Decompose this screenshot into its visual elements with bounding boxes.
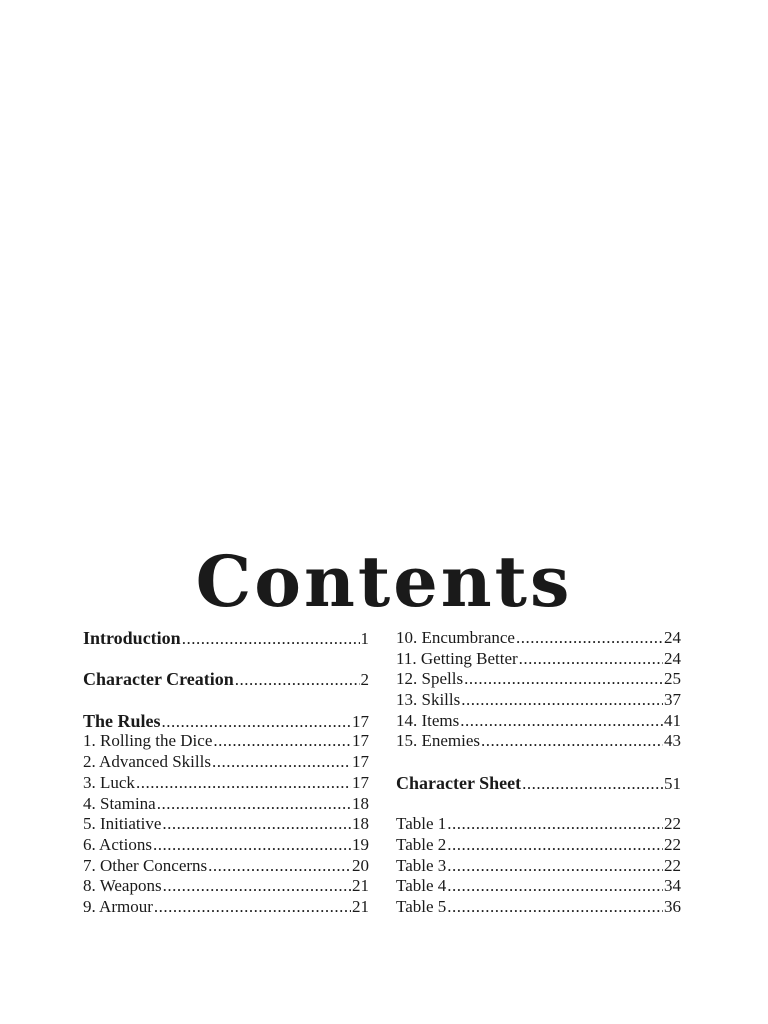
toc-entry-label: 2. Advanced Skills xyxy=(83,752,211,772)
toc-section-entry[interactable] xyxy=(83,628,369,649)
toc-entry-label: 7. Other Concerns xyxy=(83,855,208,875)
toc-entry-page-number: 18 xyxy=(352,793,369,813)
toc-section-entry[interactable] xyxy=(83,711,369,732)
toc-entry-label: 10. Encumbrance xyxy=(396,628,515,647)
toc-entry-label: Character Sheet xyxy=(396,772,522,793)
toc-entry[interactable] xyxy=(396,814,681,835)
toc-dot-leader xyxy=(522,774,663,795)
toc-dot-leader xyxy=(464,669,663,690)
toc-entry-page-number: 22 xyxy=(664,814,681,834)
toc-entry[interactable] xyxy=(83,731,369,752)
toc-dot-leader xyxy=(162,712,351,733)
toc-dot-leader xyxy=(235,670,360,691)
toc-entry[interactable] xyxy=(396,835,681,856)
toc-entry[interactable] xyxy=(83,897,369,918)
toc-entry-label: The Rules xyxy=(83,710,161,731)
toc-dot-leader xyxy=(213,731,351,752)
toc-section-entry[interactable] xyxy=(83,669,369,690)
toc-spacer xyxy=(396,794,681,815)
toc-dot-leader xyxy=(163,876,351,897)
toc-entry-label: Table 3 xyxy=(396,855,447,875)
page-title: Contents xyxy=(195,539,573,623)
toc-entry[interactable] xyxy=(396,649,681,670)
toc-entry-page-number: 2 xyxy=(360,670,369,690)
toc-entry-page-number: 37 xyxy=(664,690,681,710)
toc-dot-leader xyxy=(157,794,351,815)
toc-dot-leader xyxy=(447,856,663,877)
toc-entry-page-number: 18 xyxy=(352,814,369,834)
toc-section-entry[interactable] xyxy=(396,773,681,794)
toc-entry[interactable] xyxy=(396,856,681,877)
toc-entry-page-number: 22 xyxy=(664,834,681,854)
toc-entry[interactable] xyxy=(396,711,681,732)
toc-entry-label: Table 2 xyxy=(396,834,447,854)
toc-entry-page-number: 21 xyxy=(352,896,369,916)
toc-entry-page-number: 17 xyxy=(352,731,369,751)
toc-entry-page-number: 17 xyxy=(352,772,369,792)
toc-spacer xyxy=(396,752,681,773)
toc-entry[interactable] xyxy=(83,835,369,856)
toc-entry-label: 4. Stamina xyxy=(83,793,156,813)
toc-entry-page-number: 24 xyxy=(664,628,681,647)
toc-dot-leader xyxy=(516,628,663,649)
toc-entry-label: 13. Skills xyxy=(396,690,461,710)
toc-dot-leader xyxy=(519,649,663,670)
toc-entry[interactable] xyxy=(396,628,681,649)
toc-entry[interactable] xyxy=(83,794,369,815)
toc-entry-page-number: 19 xyxy=(352,834,369,854)
toc-dot-leader xyxy=(447,897,663,918)
toc-dot-leader xyxy=(208,856,351,877)
toc-dot-leader xyxy=(447,876,663,897)
toc-entry-label: 9. Armour xyxy=(83,896,153,916)
toc-dot-leader xyxy=(162,814,351,835)
toc-dot-leader xyxy=(182,629,360,650)
toc-entry-label: Introduction xyxy=(83,628,181,648)
toc-entry[interactable] xyxy=(396,897,681,918)
toc-entry[interactable] xyxy=(396,876,681,897)
toc-entry-page-number: 22 xyxy=(664,855,681,875)
toc-entry-page-number: 21 xyxy=(352,876,369,896)
toc-dot-leader xyxy=(212,752,351,773)
toc-entry-label: Character Creation xyxy=(83,669,234,690)
toc-dot-leader xyxy=(154,897,351,918)
toc-spacer xyxy=(83,649,369,670)
toc-entry[interactable] xyxy=(83,876,369,897)
toc-right-column xyxy=(396,628,681,918)
toc-entry[interactable] xyxy=(83,773,369,794)
toc-dot-leader xyxy=(447,835,663,856)
toc-dot-leader xyxy=(153,835,351,856)
toc-entry-label: Table 5 xyxy=(396,896,447,916)
toc-entry[interactable] xyxy=(396,731,681,752)
toc-entry-label: 5. Initiative xyxy=(83,814,162,834)
toc-entry-page-number: 1 xyxy=(360,629,369,648)
toc-entry-page-number: 34 xyxy=(664,876,681,896)
toc-entry[interactable] xyxy=(83,856,369,877)
toc-spacer xyxy=(83,690,369,711)
toc-entry-label: Table 1 xyxy=(396,814,447,834)
toc-entry-page-number: 43 xyxy=(664,731,681,751)
toc-entry-page-number: 41 xyxy=(664,710,681,730)
toc-entry[interactable] xyxy=(396,669,681,690)
toc-entry-label: 12. Spells xyxy=(396,669,464,689)
toc-entry-page-number: 17 xyxy=(352,752,369,772)
toc-entry-page-number: 24 xyxy=(664,648,681,668)
toc-entry-label: Table 4 xyxy=(396,876,447,896)
toc-entry-label: 14. Items xyxy=(396,710,460,730)
toc-dot-leader xyxy=(460,711,663,732)
toc-entry-page-number: 51 xyxy=(664,773,681,793)
toc-entry-label: 3. Luck xyxy=(83,772,135,792)
toc-dot-leader xyxy=(481,731,663,752)
toc-entry-label: 1. Rolling the Dice xyxy=(83,731,213,751)
toc-entry-label: 15. Enemies xyxy=(396,731,481,751)
toc-dot-leader xyxy=(447,814,663,835)
toc-dot-leader xyxy=(461,690,663,711)
toc-entry-page-number: 36 xyxy=(664,896,681,916)
toc-entry-page-number: 25 xyxy=(664,669,681,689)
toc-entry-label: 11. Getting Better xyxy=(396,648,518,668)
toc-entry-label: 8. Weapons xyxy=(83,876,162,896)
toc-left-column xyxy=(83,628,369,918)
toc-entry-page-number: 17 xyxy=(352,711,369,731)
toc-entry[interactable] xyxy=(396,690,681,711)
toc-entry[interactable] xyxy=(83,814,369,835)
toc-entry-label: 6. Actions xyxy=(83,834,152,854)
toc-entry-page-number: 20 xyxy=(352,855,369,875)
toc-entry[interactable] xyxy=(83,752,369,773)
toc-dot-leader xyxy=(136,773,351,794)
